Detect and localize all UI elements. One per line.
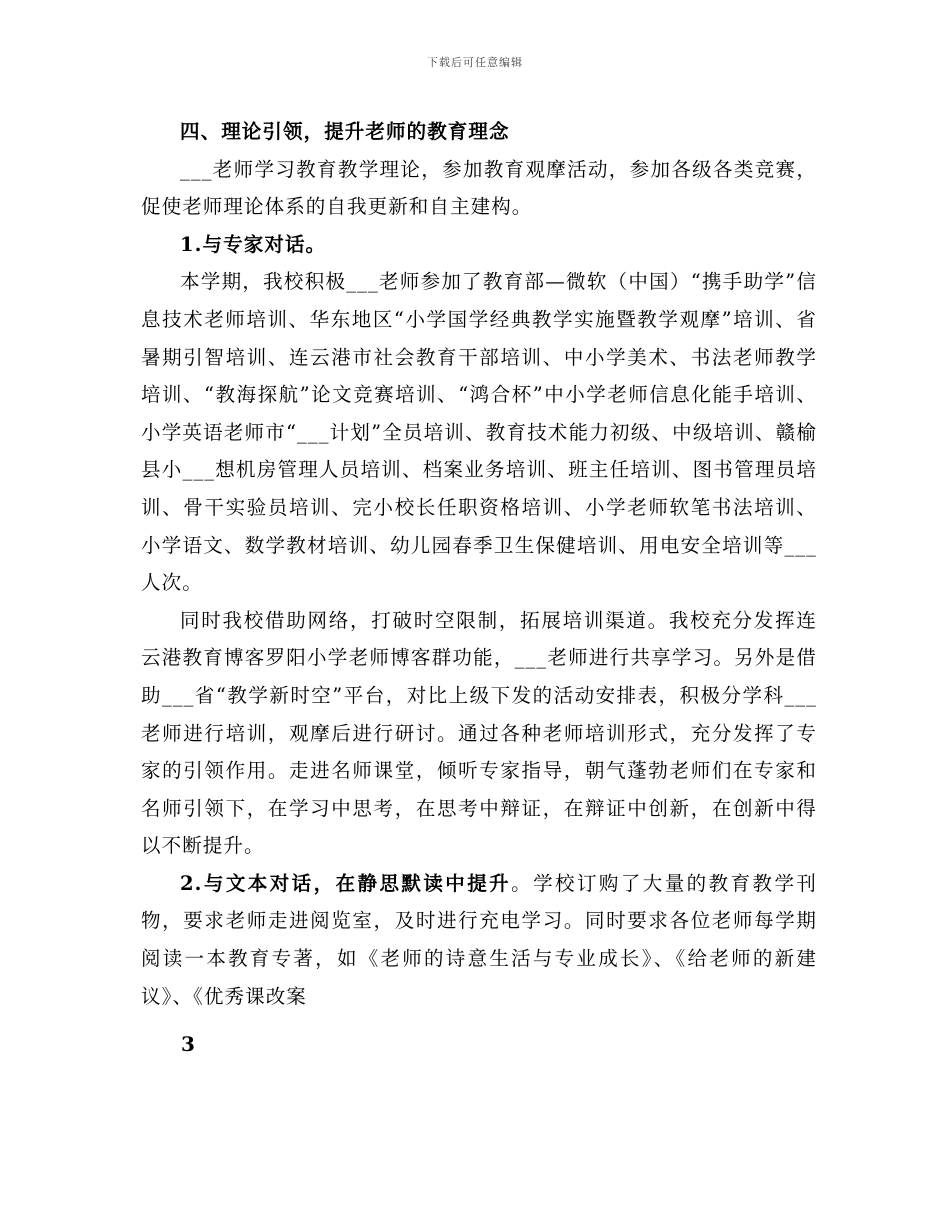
item2-body: 。学校订购了大量的教育教学刊物，要求老师走进阅览室，及时进行充电学习。同时要求各位老师每学期阅读一本教育专著，如《老师的诗意生活与专业成长》、《给老师的新建议》、《优秀课改案 bbox=[141, 871, 817, 1008]
item1-heading: 1.与专家对话。 bbox=[180, 232, 327, 256]
item2-heading: 2.与文本对话，在静思默读中提升 bbox=[180, 871, 512, 895]
item1-paragraph-training: 本学期，我校积极___老师参加了教育部—微软（中国）“携手助学”信息技术老师培训、华东地区“小学国学经典教学实施暨教学观摩”培训、省暑期引智培训、连云港市社会教育干部培训、中小学美术、书法老师教学培训、“教海探航”论文竞赛培训、“鸿合杯”中小学老师信息化能手培训、小学英语老师市“___计划”全员培训、教育技术能力初级、中级培训、赣榆县小___想机房管理人员培训、档案业务培训、班主任培训、图书管理员培训、骨干实验员培训、完小校长任职资格培训、小学老师软笔书法培训、小学语文、数学教材培训、幼儿园春季卫生保健培训、用电安全培训等___人次。 bbox=[141, 270, 817, 595]
page-header: 下载后可任意编辑 bbox=[427, 56, 523, 69]
page-number: 3 bbox=[181, 1032, 197, 1057]
section-heading: 四、理论引领，提升老师的教育理念 bbox=[180, 120, 510, 143]
item2-paragraph bbox=[141, 865, 817, 1015]
document-body bbox=[141, 113, 817, 1064]
section-intro-paragraph: ___老师学习教育教学理论，参加教育观摩活动，参加各级各类竞赛，促使老师理论体系的自我更新和自主建构。 bbox=[141, 157, 817, 219]
item1-paragraph-network: 同时我校借助网络，打破时空限制，拓展培训渠道。我校充分发挥连云港教育博客罗阳小学老师博客群功能，___老师进行共享学习。另外是借助___省“教学新时空”平台，对比上级下发的活动安排表，积极分学科___老师进行培训，观摩后进行研讨。通过各种老师培训形式，充分发挥了专家的引领作用。走进名师课堂，倾听专家指导，朝气蓬勃老师们在专家和名师引领下，在学习中思考，在思考中辩证，在辩证中创新，在创新中得以不断提升。 bbox=[141, 608, 817, 858]
